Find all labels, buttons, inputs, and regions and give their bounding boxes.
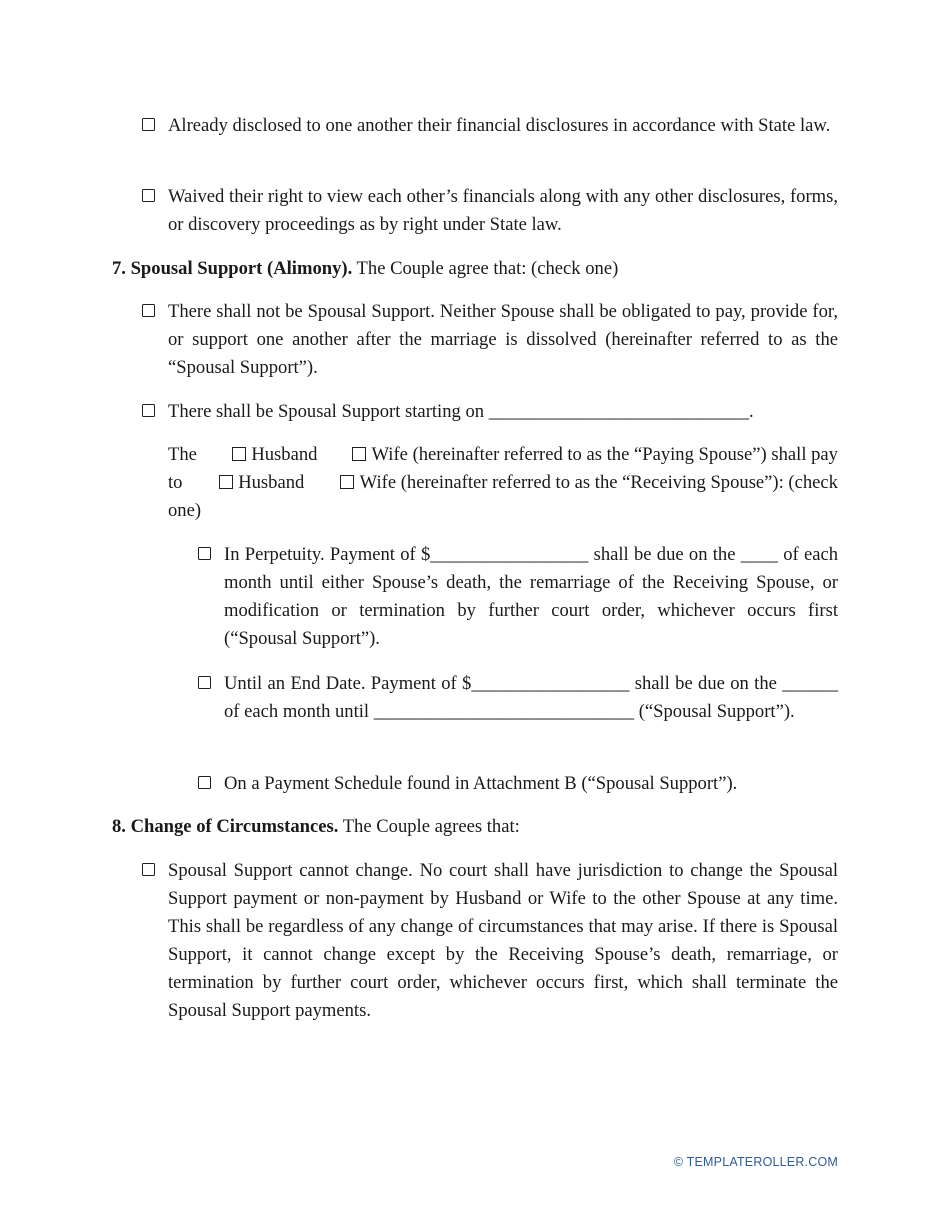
option-text: Until an End Date. Payment of $_________________ shall be due on the ______ of each month until ____________________________ (“Spousal Support”). [224, 673, 838, 722]
paying-wife-choice [351, 441, 838, 469]
checkbox[interactable] [142, 118, 155, 131]
checkbox[interactable] [219, 475, 233, 489]
receiving-husband-choice [218, 469, 305, 497]
option-already-disclosed [168, 112, 838, 140]
option-payment-schedule [224, 770, 838, 798]
option-in-perpetuity [224, 541, 838, 653]
husband-label: Husband [251, 444, 318, 465]
receiving-line [168, 469, 838, 497]
checkbox[interactable] [232, 447, 246, 461]
option-until-end-date [224, 670, 838, 726]
option-text: Spousal Support cannot change. No court shall have jurisdiction to change the Spousal Support payment or non-payment by Husband or Wife to the other Spouse at any time. This shall be regardless of any change of circumstances that may arise. If there is Spousal Support, it cannot change except by the Receiving Spouse’s death, remarriage, or termination by further court order, whichever occurs first, which shall terminate the Spousal Support payments. [168, 860, 838, 1021]
checkbox[interactable] [142, 189, 155, 202]
checkbox[interactable] [142, 863, 155, 876]
option-no-spousal-support [168, 298, 838, 382]
option-text: Waived their right to view each other’s financials along with any other disclosures, forms, or discovery proceedings as by right under State law. [168, 186, 838, 235]
option-text: On a Payment Schedule found in Attachment B (“Spousal Support”). [224, 773, 738, 794]
option-cannot-change [168, 857, 838, 1025]
receiving-label: to [168, 472, 183, 493]
checkbox[interactable] [198, 547, 211, 560]
option-text: In Perpetuity. Payment of $_________________ shall be due on the ____ of each month until either Spouse’s death, the remarriage of the Receiving Spouse, or modification or termination by further court order, whichever occurs first (“Spousal Support”). [224, 544, 838, 649]
section-8-title: 8. Change of Circumstances. [112, 816, 339, 837]
option-spousal-support-start [168, 398, 838, 426]
wife-label: Wife (hereinafter referred to as the “Receiving Spouse”): (check [359, 472, 838, 493]
paying-line [168, 441, 838, 469]
option-text: There shall be Spousal Support starting on ____________________________. [168, 401, 754, 422]
paying-receiving-paragraph [168, 441, 838, 525]
checkbox[interactable] [352, 447, 366, 461]
checkbox[interactable] [198, 676, 211, 689]
receiving-tail: one) [168, 500, 202, 521]
option-text: There shall not be Spousal Support. Neither Spouse shall be obligated to pay, provide for, or support one another after the marriage is dissolved (hereinafter referred to as the “Spousal Support”). [168, 301, 838, 378]
footer-copyright: © TEMPLATEROLLER.COM [673, 1155, 838, 1169]
receiving-wife-choice [339, 469, 838, 497]
husband-label: Husband [238, 472, 305, 493]
option-text: Already disclosed to one another their financial disclosures in accordance with State law. [168, 115, 831, 136]
section-7-title: 7. Spousal Support (Alimony). [112, 258, 353, 279]
section-8-heading [112, 813, 520, 841]
wife-label: Wife (hereinafter referred to as the “Paying Spouse”) shall pay [371, 444, 838, 465]
checkbox[interactable] [198, 776, 211, 789]
checkbox[interactable] [142, 404, 155, 417]
section-7-intro: The Couple agree that: (check one) [352, 258, 619, 279]
section-8-intro: The Couple agrees that: [338, 816, 520, 837]
checkbox[interactable] [142, 304, 155, 317]
checkbox[interactable] [340, 475, 354, 489]
paying-label: The [168, 444, 197, 465]
paying-husband-choice [231, 441, 318, 469]
option-waived-right [168, 183, 838, 239]
section-7-heading [112, 255, 618, 283]
